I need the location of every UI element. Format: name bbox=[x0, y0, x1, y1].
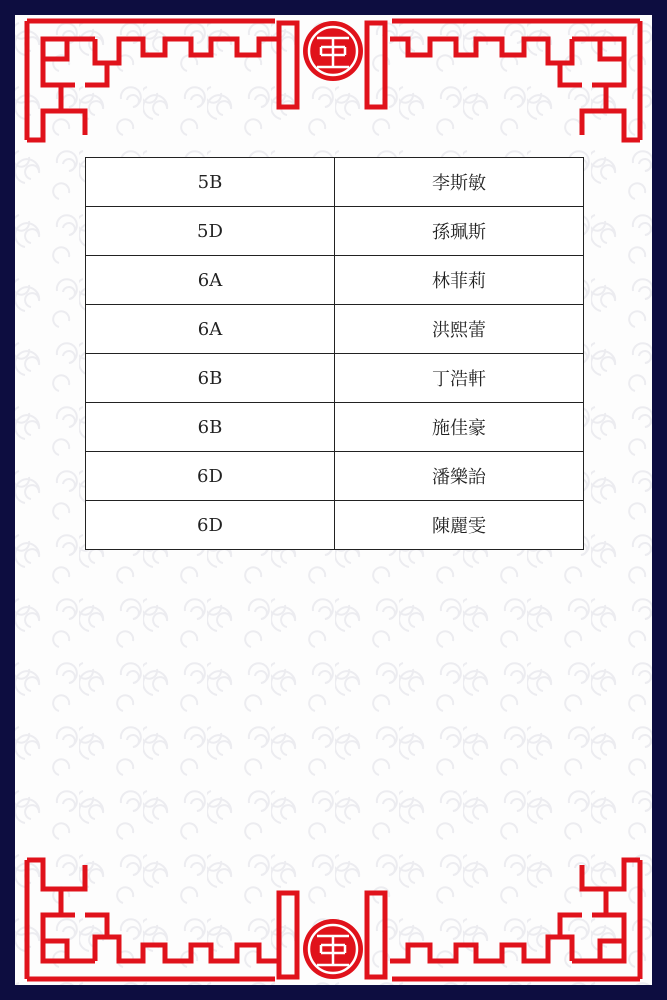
table-row bbox=[86, 452, 584, 501]
top-left-lattice bbox=[27, 21, 277, 140]
table-row bbox=[86, 403, 584, 452]
class-cell: 5B bbox=[86, 158, 335, 207]
name-cell: 李斯敏 bbox=[335, 158, 584, 207]
class-cell: 5D bbox=[86, 207, 335, 256]
class-cell: 6D bbox=[86, 501, 335, 550]
shou-medallion-bottom-icon bbox=[303, 919, 363, 979]
name-cell: 丁浩軒 bbox=[335, 354, 584, 403]
table-row bbox=[86, 256, 584, 305]
student-roster-table bbox=[85, 157, 584, 550]
name-cell: 孫珮斯 bbox=[335, 207, 584, 256]
class-cell: 6A bbox=[86, 305, 335, 354]
class-cell: 6B bbox=[86, 403, 335, 452]
table-row bbox=[86, 158, 584, 207]
name-cell: 林菲莉 bbox=[335, 256, 584, 305]
name-cell: 洪熙蕾 bbox=[335, 305, 584, 354]
class-cell: 6D bbox=[86, 452, 335, 501]
bottom-left-lattice bbox=[27, 860, 277, 979]
table-row bbox=[86, 354, 584, 403]
table-row bbox=[86, 207, 584, 256]
table-row bbox=[86, 305, 584, 354]
class-cell: 6A bbox=[86, 256, 335, 305]
top-right-lattice bbox=[390, 21, 640, 140]
name-cell: 陳麗雯 bbox=[335, 501, 584, 550]
bottom-right-lattice bbox=[390, 860, 640, 979]
name-cell: 施佳豪 bbox=[335, 403, 584, 452]
certificate-page bbox=[15, 15, 652, 985]
shou-medallion-top-icon bbox=[303, 21, 363, 81]
class-cell: 6B bbox=[86, 354, 335, 403]
table-row bbox=[86, 501, 584, 550]
name-cell: 潘樂詒 bbox=[335, 452, 584, 501]
